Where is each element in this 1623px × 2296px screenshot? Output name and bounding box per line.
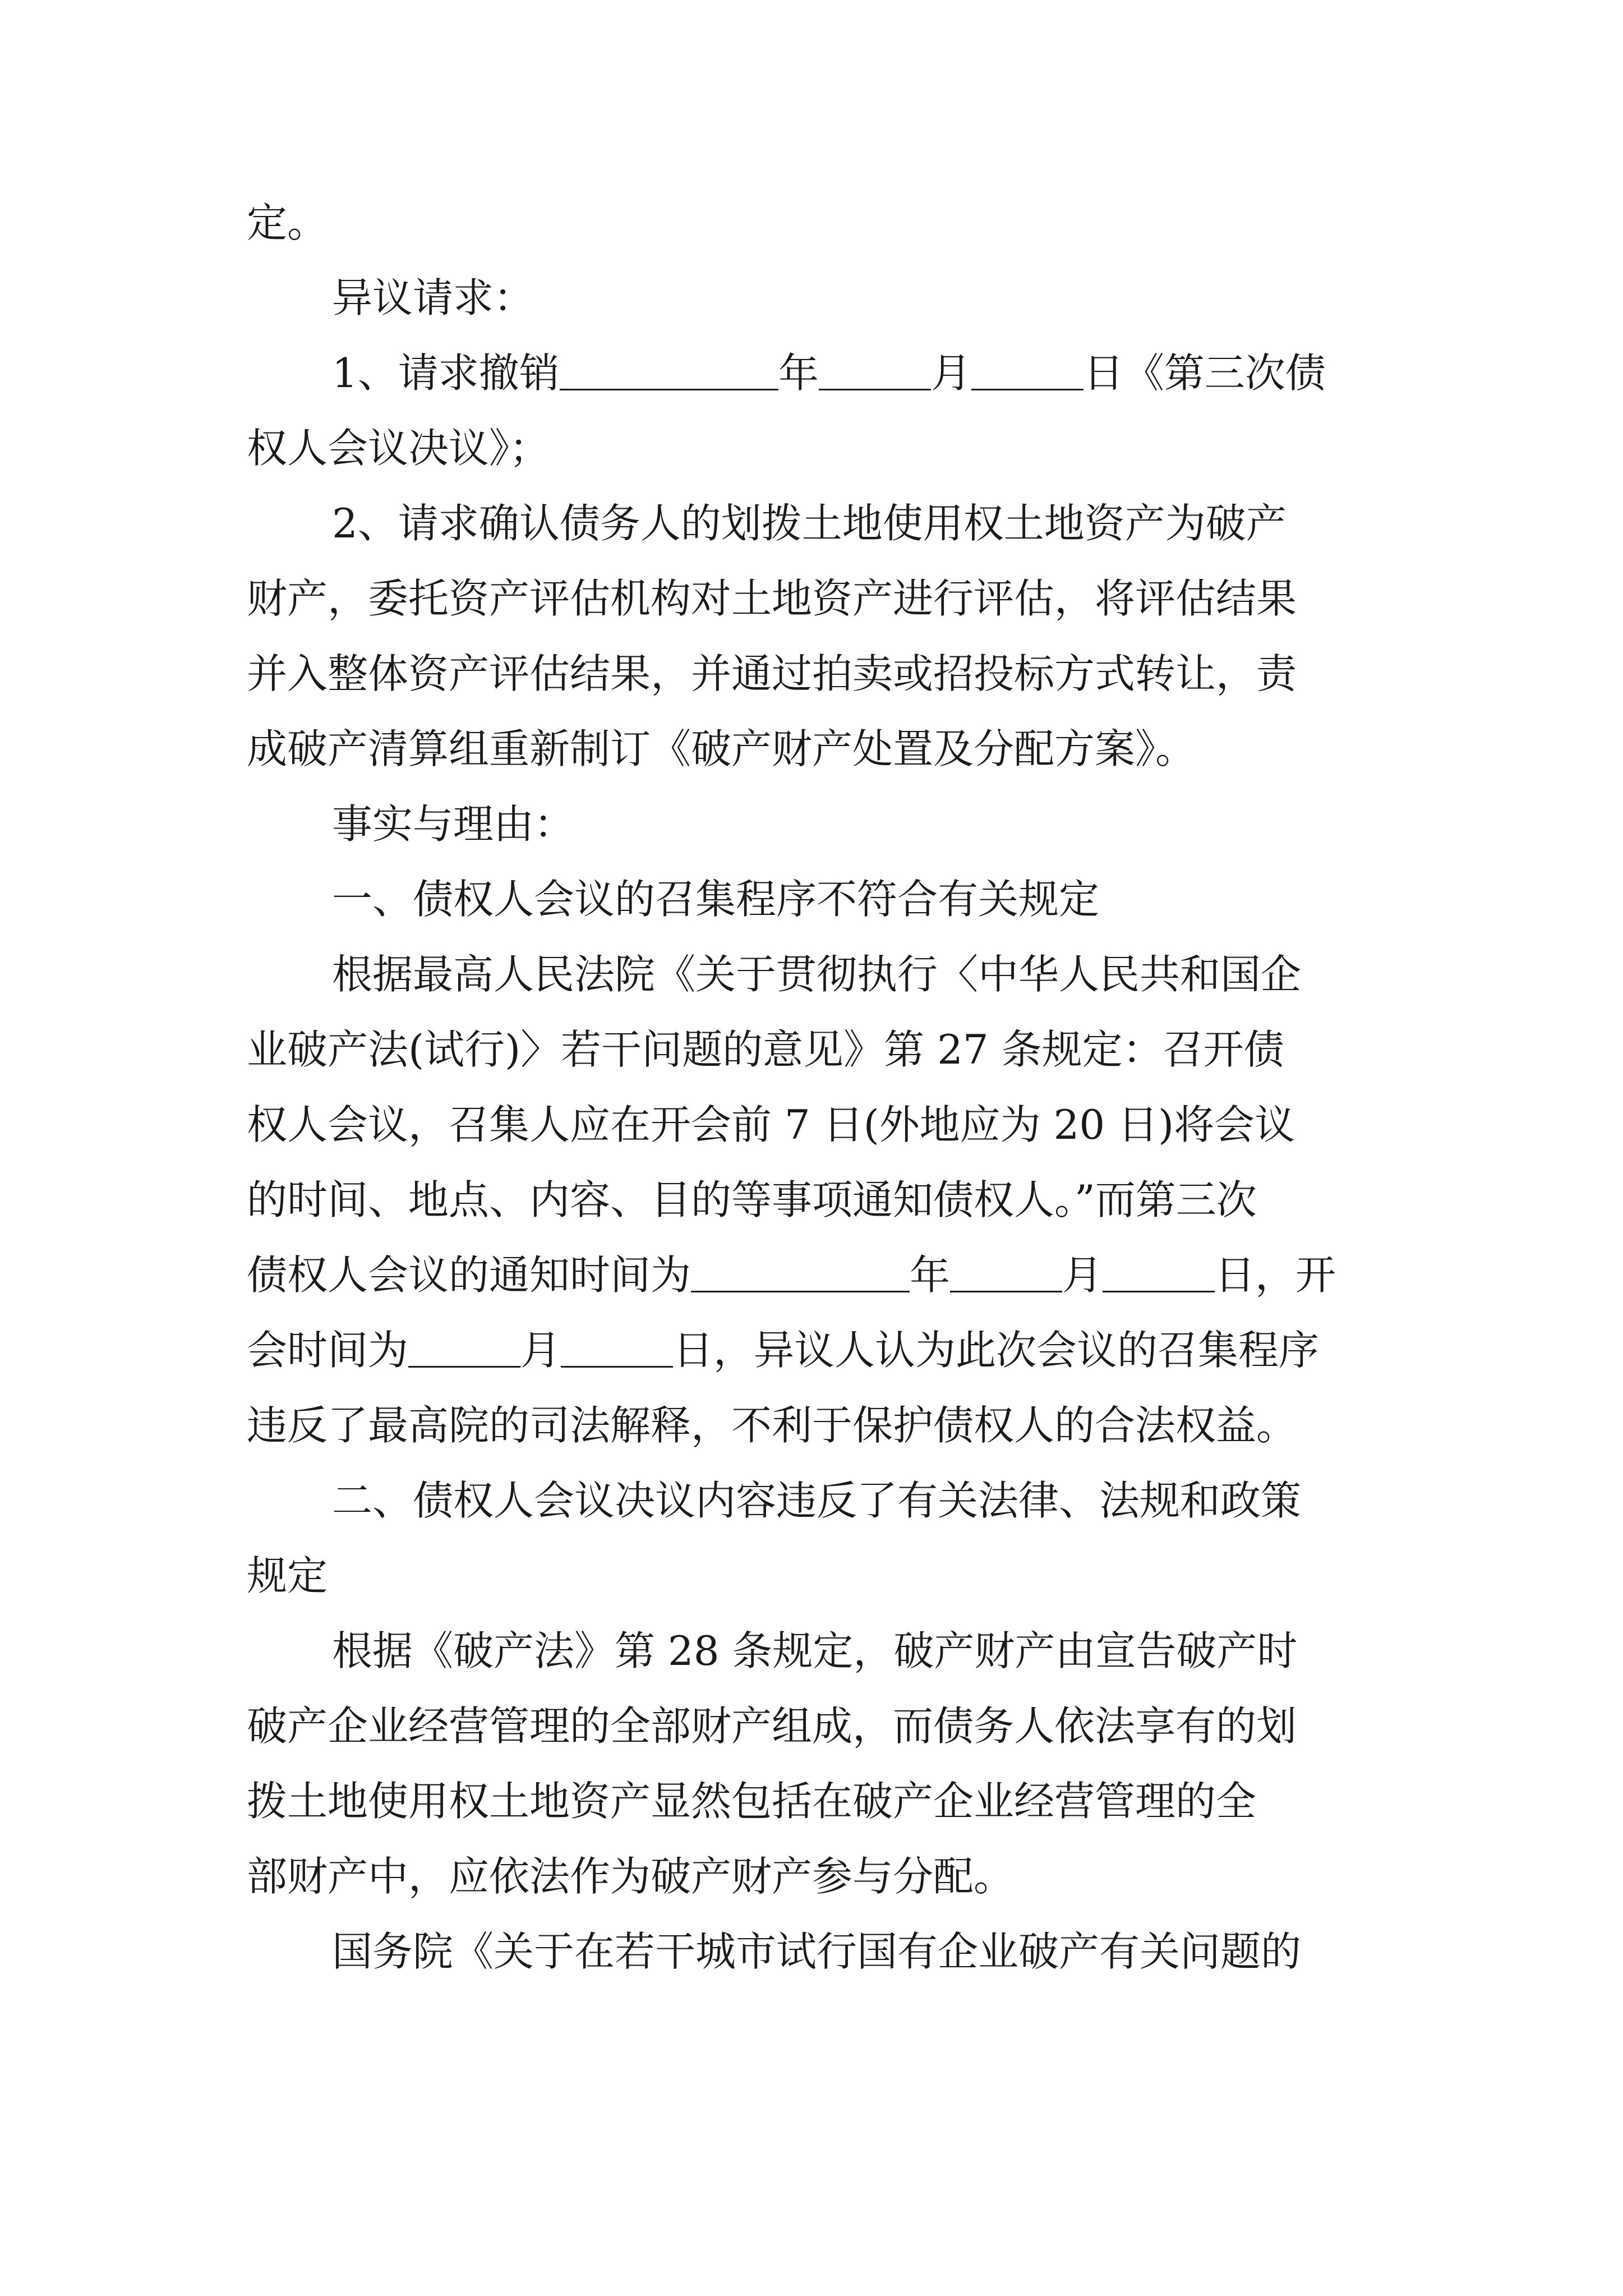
- month-blank: [408, 1326, 520, 1368]
- text-line: 拨土地使用权土地资产显然包括在破产企业经营管理的全: [247, 1778, 1257, 1825]
- request-1-prefix: 1、请求撤销: [332, 349, 560, 397]
- day-blank: [971, 348, 1083, 390]
- text-line: 的时间、地点、内容、目的等事项通知债权人。”而第三次: [247, 1176, 1257, 1223]
- text-line: 规定: [247, 1552, 328, 1599]
- notice-time-line: [247, 1237, 1391, 1313]
- month-blank: [950, 1250, 1062, 1292]
- text-line: 成破产清算组重新制订《破产财产处置及分配方案》。: [247, 725, 1196, 772]
- paragraph-start: 根据最高人民法院《关于贯彻执行〈中华人民共和国企: [332, 951, 1302, 998]
- text-line: 违反了最高院的司法解释，不利于保护债权人的合法权益。: [247, 1402, 1297, 1449]
- section-heading-facts-and-reasons: 事实与理由：: [332, 800, 575, 848]
- document-body: [247, 185, 1391, 1989]
- paragraph-start: 根据《破产法》第 28 条规定，破产财产由宣告破产时: [332, 1627, 1298, 1674]
- text-line: 权人会议决议》；: [247, 425, 550, 472]
- month-label: 月: [520, 1327, 561, 1374]
- paragraph-start: 国务院《关于在若干城市试行国有企业破产有关问题的: [332, 1928, 1302, 1975]
- meeting-time-prefix: 会时间为: [247, 1327, 409, 1374]
- text-line: 定。: [247, 199, 328, 246]
- year-blank: [560, 348, 778, 390]
- notice-time-suffix: 日，开: [1215, 1251, 1336, 1299]
- notice-time-prefix: 债权人会议的通知时间为: [247, 1251, 691, 1299]
- day-blank: [1103, 1250, 1215, 1292]
- request-1-line: [247, 335, 1391, 411]
- subheading-1: 一、债权人会议的召集程序不符合有关规定: [332, 876, 1100, 923]
- month-label: 月: [930, 349, 971, 397]
- day-blank: [561, 1326, 673, 1368]
- text-line: 破产企业经营管理的全部财产组成，而债务人依法享有的划: [247, 1703, 1297, 1750]
- section-heading-objection-requests: 异议请求：: [332, 274, 534, 321]
- month-label: 月: [1062, 1251, 1103, 1299]
- text-line: 业破产法(试行)〉若干问题的意见》第 27 条规定：召开债: [247, 1026, 1284, 1073]
- year-label: 年: [778, 349, 819, 397]
- request-1-suffix: 日《第三次债: [1083, 349, 1326, 397]
- month-blank: [819, 348, 931, 390]
- text-line: 权人会议，召集人应在开会前 7 日(外地应为 20 日)将会议: [247, 1101, 1295, 1148]
- request-2-line: 2、请求确认债务人的划拨土地使用权土地资产为破产: [332, 500, 1287, 547]
- text-line: 部财产中，应依法作为破产财产参与分配。: [247, 1853, 1015, 1900]
- meeting-time-suffix: 日，异议人认为此次会议的召集程序: [673, 1327, 1320, 1374]
- year-blank: [691, 1250, 910, 1292]
- subheading-2: 二、债权人会议决议内容违反了有关法律、法规和政策: [332, 1477, 1302, 1524]
- meeting-time-line: [247, 1313, 1391, 1388]
- year-label: 年: [910, 1251, 951, 1299]
- text-line: 并入整体资产评估结果，并通过拍卖或招投标方式转让，责: [247, 650, 1297, 697]
- text-line: 财产，委托资产评估机构对土地资产进行评估，将评估结果: [247, 575, 1297, 622]
